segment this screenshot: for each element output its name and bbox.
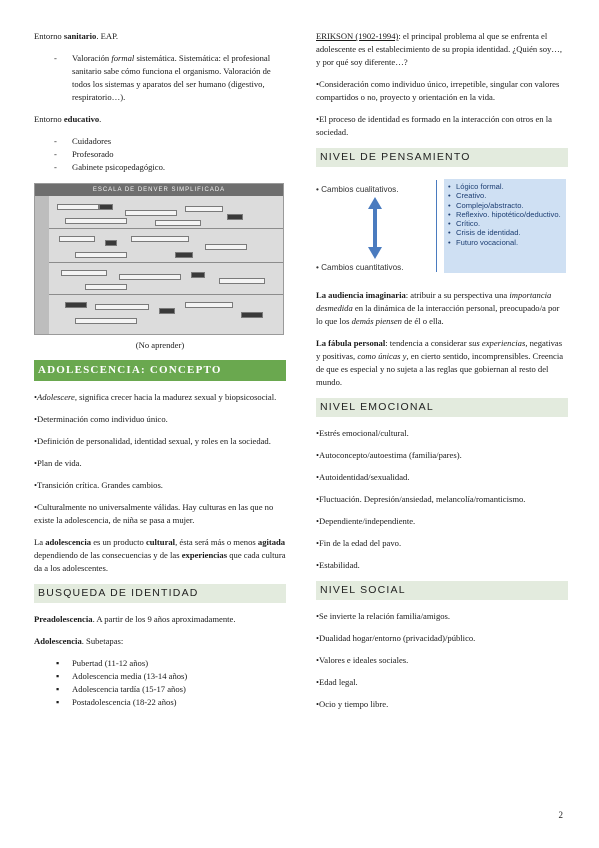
list-item: ▪ Adolescencia media (13-14 años) (34, 670, 286, 683)
list-item: - Valoración formal sistemática. Sistemática: el profesional sanitario sabe cómo funciona el organismo. Valoración de todos los sistemas y aparatos del ser humano (digestivo, respiratorio…). (34, 52, 286, 104)
list-item: • Estrés emocional/cultural. (316, 427, 568, 440)
quantitative-label: • Cambios cuantitativos. (316, 263, 404, 272)
double-arrow-icon (368, 197, 382, 259)
educativo-list (34, 135, 286, 174)
list-item: • Fin de la edad del pavo. (316, 537, 568, 550)
list-item: - Gabinete psicopedagógico. (34, 161, 286, 174)
section-heading-busqueda: BUSQUEDA DE IDENTIDAD (34, 584, 286, 603)
concept-paragraph: • Definición de personalidad, identidad sexual, y roles en la sociedad. (34, 435, 286, 448)
page-number: 2 (558, 810, 563, 820)
audiencia-paragraph: La audiencia imaginaria: atribuir a su perspectiva una importancia desmedida en la dinámica de la interacción personal, preocupado/a por lo que los demás piensen de él o ella. (316, 290, 560, 326)
list-item: • Crítico. (448, 219, 566, 228)
brace-line (436, 180, 443, 272)
concept-paragraph: • Determinación como individuo único. (34, 413, 286, 426)
educativo-paragraph: Entorno educativo. (34, 114, 102, 124)
adolescencia-paragraph: Adolescencia. Subetapas: (34, 636, 124, 646)
thinking-changes-diagram (316, 177, 568, 277)
sanitario-paragraph: Entorno sanitario. EAP. (34, 31, 119, 41)
list-item: • Autoconcepto/autoestima (familia/pares). (316, 449, 568, 462)
qualitative-label: • Cambios cualitativos. (316, 185, 399, 194)
list-item: • Creativo. (448, 191, 566, 200)
list-item: ▪ Postadolescencia (18-22 años) (34, 696, 286, 709)
diagram-box (444, 179, 566, 273)
list-item: • Autoidentidad/sexualidad. (316, 471, 568, 484)
list-item: • Complejo/abstracto. (448, 201, 566, 210)
section-heading-social: NIVEL SOCIAL (316, 581, 568, 600)
erikson-paragraph: ERIKSON (1902-1994): el principal problema al que se enfrenta el adolescente es el establecimiento de su propia identidad. ¿Quién soy…, y por qué soy diferente…? (316, 31, 563, 67)
right-column (316, 30, 568, 720)
concept-paragraph: • Plan de vida. (34, 457, 286, 470)
list-item: • Futuro vocacional. (448, 238, 566, 247)
list-item: • Reflexivo. hipotético/deductivo. (448, 210, 566, 219)
concept-paragraph: • Adolescere, significa crecer hacia la madurez sexual y biopsicosocial. (34, 391, 286, 404)
denver-side-labels (35, 196, 49, 334)
concept-paragraph: • Transición crítica. Grandes cambios. (34, 479, 286, 492)
list-item: ▪ Pubertad (11-12 años) (34, 657, 286, 670)
list-item: - Profesorado (34, 148, 286, 161)
list-item: ▪ Adolescencia tardía (15-17 años) (34, 683, 286, 696)
list-item: • Fluctuación. Depresión/ansiedad, melancolía/romanticismo. (316, 493, 568, 506)
preadolescencia-paragraph: Preadolescencia. A partir de los 9 años aproximadamente. (34, 614, 236, 624)
sanitario-list (34, 52, 286, 104)
list-item: - Cuidadores (34, 135, 286, 148)
section-heading-adolescencia: ADOLESCENCIA: CONCEPTO (34, 360, 286, 381)
list-item: • Dependiente/independiente. (316, 515, 568, 528)
fabula-paragraph: La fábula personal: tendencia a considerar sus experiencias, negativas y positivas, como únicas y, en cierto sentido, incomprensibles. Creencia de que es especial y no sujeta a las reglas que gobiernan al resto del mundo. (316, 338, 564, 387)
list-item: • Dualidad hogar/entorno (privacidad)/público. (316, 632, 568, 645)
list-item: • Se invierte la relación familia/amigos. (316, 610, 568, 623)
list-item: • Edad legal. (316, 676, 568, 689)
section-heading-emocional: NIVEL EMOCIONAL (316, 398, 568, 417)
list-item: • Valores e ideales sociales. (316, 654, 568, 667)
denver-title: ESCALA DE DENVER SIMPLIFICADA (35, 184, 283, 196)
list-item: • Lógico formal. (448, 182, 566, 191)
list-item: • Crisis de identidad. (448, 228, 566, 237)
erikson-paragraph: • Consideración como individuo único, irrepetible, singular con valores compartidos o no, proyecto y orientación en la vida. (316, 78, 568, 104)
concept-paragraph: La adolescencia es un producto cultural, ésta será más o menos agitada dependiendo de las consecuencias y de las experiencias que cada cultura da a los adolescentes. (34, 537, 286, 573)
left-column (34, 30, 286, 718)
list-item: • Ocio y tiempo libre. (316, 698, 568, 711)
erikson-paragraph: • El proceso de identidad es formado en la interacción con otros en la sociedad. (316, 113, 568, 139)
concept-paragraph: • Culturalmente no universalmente válidas. Hay culturas en las que no existe la adolescencia, de niña se pasa a mujer. (34, 501, 286, 527)
denver-scale-image (34, 183, 284, 335)
subetapas-list (34, 657, 286, 709)
section-heading-pensamiento: NIVEL DE PENSAMIENTO (316, 148, 568, 167)
list-item: • Estabilidad. (316, 559, 568, 572)
image-caption: (No aprender) (135, 340, 185, 350)
